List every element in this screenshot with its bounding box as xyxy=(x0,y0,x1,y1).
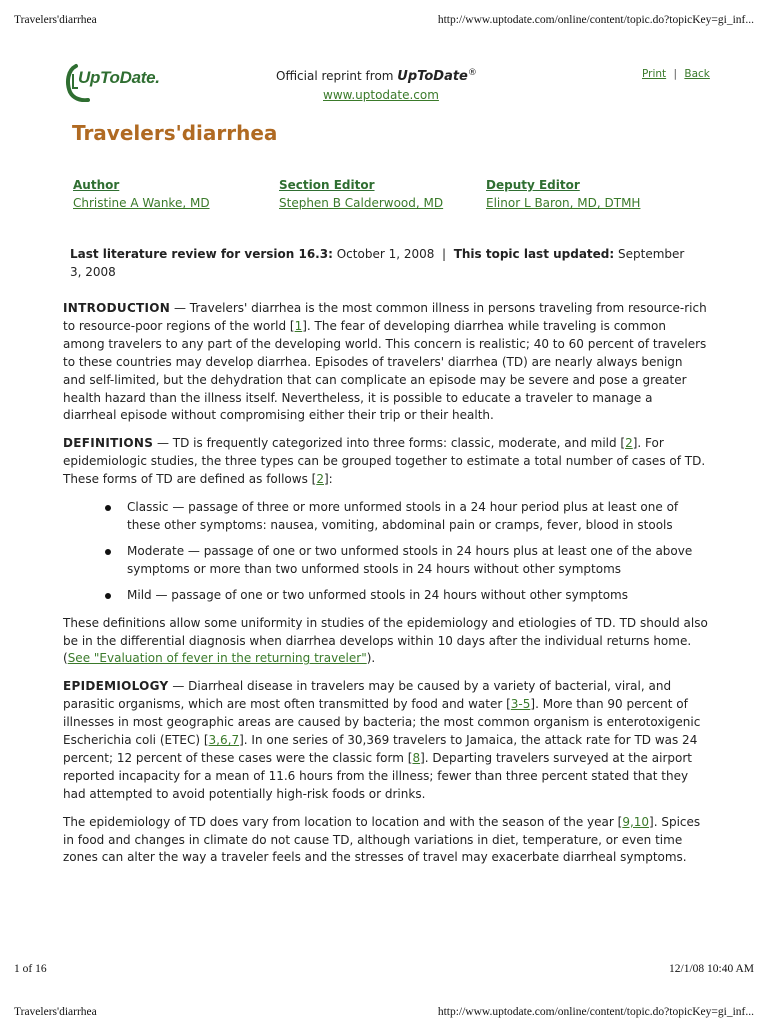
credit-section-editor xyxy=(279,178,443,210)
credit-role[interactable]: Author xyxy=(73,178,120,192)
print-header-url: http://www.uptodate.com/online/content/topic.do?topicKey=gi_inf... xyxy=(437,1006,754,1018)
review-separator: | xyxy=(442,247,447,261)
list-item: Classic — passage of three or more unformed stools in a 24 hour period plus at least one of these other symptoms: nausea, vomiting, abdominal pain or cramps, fever, blood in stools xyxy=(127,499,708,535)
reprint-prefix: Official reprint from xyxy=(276,69,394,83)
credit-role[interactable]: Deputy Editor xyxy=(486,178,580,192)
reprint-brand: UpToDate xyxy=(397,69,468,84)
reference-link[interactable]: 3,6,7 xyxy=(208,733,240,748)
text: These definitions allow some uniformity in studies of the epidemiology and etiologies of TD. TD should also be in the differential diagnosis when diarrhea develops within 10 days after the individual returns home. ( xyxy=(63,615,708,666)
page-actions xyxy=(638,68,714,80)
reference-link[interactable]: 9,10 xyxy=(622,814,650,829)
page-number: 1 of 16 xyxy=(14,963,47,975)
review-label: Last literature review for version 16.3: xyxy=(70,247,333,261)
reference-link[interactable]: 2 xyxy=(625,436,633,451)
text: ]. For epidemiologic studies, the three types can be grouped together to estimate a total number of cases of TD. These forms of TD are defined as follows [ xyxy=(63,436,706,487)
list-item: Moderate — passage of one or two unformed stools in 24 hours plus at least one of the above symptoms or more than two unformed stools in 24 hours without other symptoms xyxy=(127,543,708,579)
section-heading-introduction: INTRODUCTION xyxy=(63,301,171,315)
definitions-followup-paragraph xyxy=(63,615,708,669)
credits xyxy=(0,178,768,218)
credit-author xyxy=(73,178,210,210)
reprint-url-link[interactable]: www.uptodate.com xyxy=(323,88,439,102)
registered-mark: ® xyxy=(467,68,477,78)
print-datetime: 12/1/08 10:40 AM xyxy=(669,963,754,975)
credit-role[interactable]: Section Editor xyxy=(279,178,375,192)
text: — Diarrheal disease in travelers may be caused by a variety of bacterial, viral, and parasitic organisms, which are most often transmitted by food and water [ xyxy=(63,679,672,712)
updated-label: This topic last updated: xyxy=(453,247,615,261)
reprint-line xyxy=(276,68,477,84)
text: ]. In one series of 30,369 travelers to Jamaica, the attack rate for TD was 24 percent; 12 percent of these cases were the classic form [ xyxy=(63,733,698,765)
credit-name-link[interactable]: Stephen B Calderwood, MD xyxy=(279,196,444,210)
print-link[interactable]: Print xyxy=(642,68,667,80)
credit-deputy-editor xyxy=(486,178,640,210)
section-heading-definitions: DEFINITIONS xyxy=(63,436,154,451)
reference-link[interactable]: 8 xyxy=(412,750,421,765)
print-footer xyxy=(0,963,768,979)
text: ]. Spices in food and changes in climate do not cause TD, although variations in diet, temperature, or even time zones can alter the way a traveler feels and the stresses of travel may exacerbate diarrheal symptoms. xyxy=(63,814,701,865)
text: ]. Departing travelers surveyed at the airport reported incapacity for a mean of 11.6 hours from the illness; fewer than three percent stated that they had attempted to avoid potentially high-risk foods or drinks. xyxy=(63,750,692,801)
next-page-header xyxy=(0,1006,768,1022)
epidemiology-paragraph-2 xyxy=(63,814,708,868)
reference-link[interactable]: 1 xyxy=(294,318,303,333)
actions-separator: | xyxy=(673,68,678,80)
text: ]. The fear of developing diarrhea while traveling is common among travelers to any part of the developing world. This concern is realistic; 40 to 60 percent of travelers to these countries may develop diarrhea. Episodes of travelers' diarrhea (TD) are nearly always benign and self-limited, but the dehydration that can complicate an episode may be severe and pose a greater health hazard than the illness itself. Nevertheless, it is possible to educate a traveler to manage a diarrheal episode without compromising either their trip or their health. xyxy=(63,318,707,423)
intro-paragraph xyxy=(63,300,708,425)
see-also-link[interactable]: See "Evaluation of fever in the returning traveler" xyxy=(67,651,367,666)
credit-name-link[interactable]: Christine A Wanke, MD xyxy=(73,196,210,210)
text: The epidemiology of TD does vary from location to location and with the season of the year [ xyxy=(63,814,623,829)
print-header-title: Travelers'diarrhea xyxy=(14,1006,97,1018)
page-title: Travelers'diarrhea xyxy=(72,121,278,145)
epidemiology-paragraph xyxy=(63,678,708,803)
review-dates xyxy=(70,245,690,281)
text: — TD is frequently categorized into three forms: classic, moderate, and mild [ xyxy=(153,436,626,451)
section-heading-epidemiology: EPIDEMIOLOGY xyxy=(63,679,169,694)
definitions-paragraph xyxy=(63,435,708,489)
text: ]. More than 90 percent of illnesses in most geographic areas are caused by bacteria; the most common organism is enterotoxigenic Escherichia coli (ETEC) [ xyxy=(63,697,701,748)
definitions-list xyxy=(63,499,708,605)
updated-date: September 3, 2008 xyxy=(70,247,685,279)
list-item: Mild — passage of one or two unformed stools in 24 hours without other symptoms xyxy=(127,587,708,605)
reference-link[interactable]: 2 xyxy=(316,472,324,487)
review-date: October 1, 2008 xyxy=(336,247,435,261)
text: — Travelers' diarrhea is the most common illness in persons traveling from resource-rich to resource-poor regions of the world [ xyxy=(63,301,707,333)
reference-link[interactable]: 3-5 xyxy=(510,697,531,712)
credit-name-link[interactable]: Elinor L Baron, MD, DTMH xyxy=(486,196,641,210)
back-link[interactable]: Back xyxy=(684,68,710,80)
print-header-title: Travelers'diarrhea xyxy=(14,14,97,26)
print-header-url: http://www.uptodate.com/online/content/topic.do?topicKey=gi_inf... xyxy=(437,14,754,26)
article-body xyxy=(63,300,708,877)
print-header xyxy=(0,14,768,30)
text: ]: xyxy=(323,472,333,487)
text: ). xyxy=(366,651,376,666)
uptodate-logo-text: UpToDate. xyxy=(78,68,160,87)
